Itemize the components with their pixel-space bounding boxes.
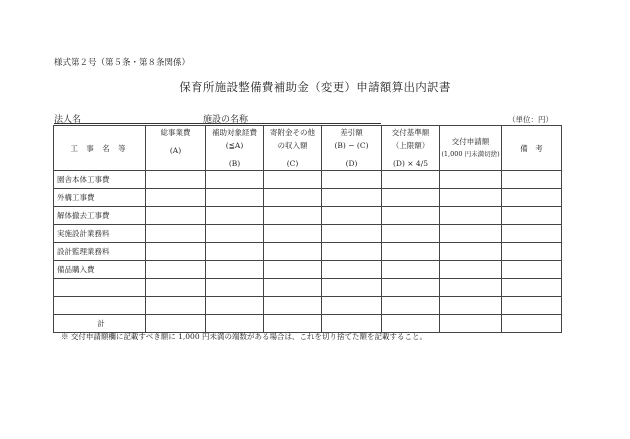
table-cell	[264, 207, 322, 225]
corporation-name-label: 法人名	[54, 115, 82, 125]
row-label	[54, 297, 146, 315]
table-cell	[440, 297, 502, 315]
table-cell	[382, 261, 440, 279]
table-cell	[206, 261, 264, 279]
table-cell	[264, 171, 322, 189]
table-header-row	[54, 126, 562, 171]
table-cell	[322, 207, 382, 225]
facility-name-label: 施設の名称	[203, 115, 249, 125]
table-cell	[502, 243, 562, 261]
col-header-eligible-cost: 補助対象経費 (≦A) (B)	[206, 126, 264, 171]
table-cell	[146, 279, 206, 297]
table-cell	[264, 243, 322, 261]
table-cell	[502, 297, 562, 315]
document-title: 保育所施設整備費補助金（変更）申請額算出内訳書	[179, 80, 451, 94]
table-cell	[440, 225, 502, 243]
row-label: 外構工事費	[54, 189, 146, 207]
col-header-remarks: 備 考	[502, 126, 562, 171]
table-cell	[206, 207, 264, 225]
table-cell	[440, 315, 502, 333]
table-row	[54, 279, 562, 297]
table-cell	[206, 297, 264, 315]
table-cell	[382, 315, 440, 333]
col-header-standard-amount: 交付基準額 （上限額） (D) × 4/5	[382, 126, 440, 171]
table-cell	[502, 189, 562, 207]
table-cell	[502, 225, 562, 243]
table-cell	[146, 189, 206, 207]
table-row-total	[54, 315, 562, 333]
footnote: ※ 交付申請額欄に記載すべき額に 1,000 円未満の端数がある場合は、これを切り捨てた額を記載すること。	[61, 332, 427, 341]
table-cell	[322, 297, 382, 315]
table-cell	[322, 189, 382, 207]
table-cell	[502, 207, 562, 225]
row-label: 解体撤去工事費	[54, 207, 146, 225]
table-cell	[440, 279, 502, 297]
table-row	[54, 189, 562, 207]
table-cell	[264, 261, 322, 279]
table-cell	[322, 315, 382, 333]
table-cell	[322, 225, 382, 243]
table-cell	[206, 171, 264, 189]
table-cell	[264, 279, 322, 297]
table-row	[54, 297, 562, 315]
table-cell	[264, 315, 322, 333]
total-label: 計	[54, 315, 146, 333]
table-cell	[440, 189, 502, 207]
table-cell	[264, 297, 322, 315]
table-cell	[502, 261, 562, 279]
table-cell	[322, 261, 382, 279]
table-cell	[382, 207, 440, 225]
table-cell	[382, 225, 440, 243]
row-label: 実施設計業務料	[54, 225, 146, 243]
table-cell	[382, 243, 440, 261]
table-cell	[382, 297, 440, 315]
table-row	[54, 225, 562, 243]
table-row	[54, 207, 562, 225]
table-cell	[440, 243, 502, 261]
table-cell	[502, 315, 562, 333]
table-cell	[502, 279, 562, 297]
row-label: 園舎本体工事費	[54, 171, 146, 189]
col-header-difference: 差引額 (B) − (C) (D)	[322, 126, 382, 171]
table-cell	[146, 261, 206, 279]
table-cell	[264, 225, 322, 243]
table-cell	[440, 261, 502, 279]
col-header-total-cost: 総事業費 (A)	[146, 126, 206, 171]
table-row	[54, 171, 562, 189]
table-cell	[146, 171, 206, 189]
row-label: 設計監理業務料	[54, 243, 146, 261]
table-cell	[382, 171, 440, 189]
table-cell	[206, 189, 264, 207]
table-cell	[146, 243, 206, 261]
table-cell	[146, 207, 206, 225]
table-cell	[440, 171, 502, 189]
table-cell	[502, 171, 562, 189]
table-cell	[382, 189, 440, 207]
row-label	[54, 279, 146, 297]
table-cell	[206, 243, 264, 261]
table-cell	[322, 243, 382, 261]
col-header-application-amount: 交付申請額 (1,000 円未満切捨)	[440, 126, 502, 171]
table-cell	[206, 279, 264, 297]
table-cell	[146, 315, 206, 333]
row-label: 備品購入費	[54, 261, 146, 279]
table-cell	[382, 279, 440, 297]
table-row	[54, 243, 562, 261]
table-cell	[322, 171, 382, 189]
table-cell	[206, 225, 264, 243]
unit-label: （単位：円）	[508, 115, 553, 124]
table-cell	[440, 207, 502, 225]
table-cell	[206, 315, 264, 333]
col-header-item: 工 事 名 等	[54, 126, 146, 171]
col-header-donations: 寄附金その他 の収入額 (C)	[264, 126, 322, 171]
table-cell	[146, 297, 206, 315]
form-number: 様式第２号（第５条・第８条関係）	[54, 58, 191, 68]
breakdown-table	[53, 125, 562, 333]
table-cell	[146, 225, 206, 243]
table-cell	[264, 189, 322, 207]
header-underline	[54, 123, 381, 124]
table-row	[54, 261, 562, 279]
table-cell	[322, 279, 382, 297]
